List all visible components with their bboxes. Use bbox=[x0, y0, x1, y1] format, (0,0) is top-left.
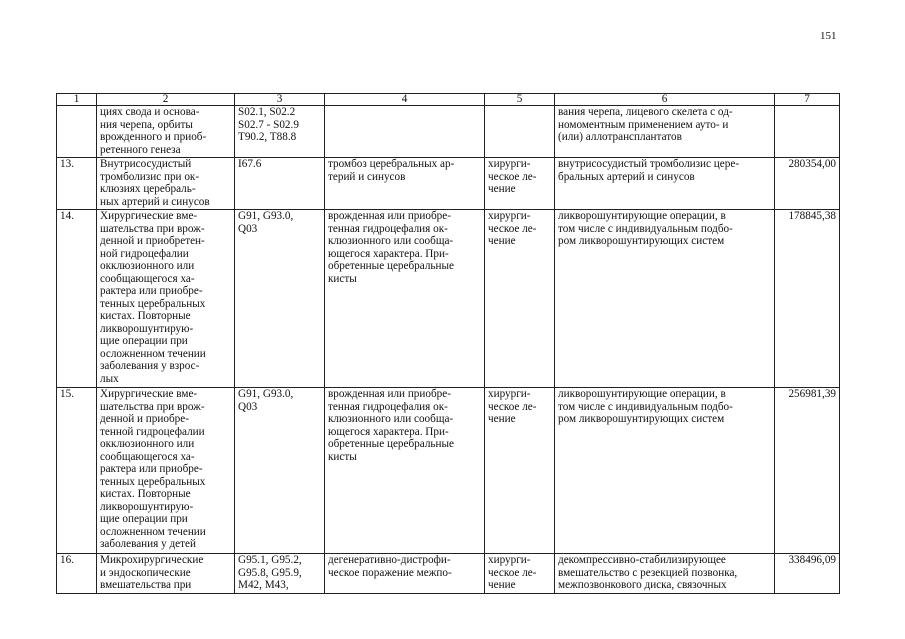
diagnosis-codes: G95.1, G95.2, G95.8, G95.9, M42, M43, bbox=[235, 554, 325, 594]
patient-model: врожденная или приобре- тенная гидроцефалия ок- клюзионного или сообща- ющегося характера. При- обретенные церебральные кисты bbox=[325, 210, 485, 388]
diagnosis-codes: G91, G93.0, Q03 bbox=[235, 388, 325, 554]
treatment-type: хирурги- ческое ле- чение bbox=[485, 210, 555, 388]
intervention-name: Внутрисосудистый тромболизис при ок- клюзиях церебраль- ных артерий и синусов bbox=[97, 158, 235, 210]
column-number-row bbox=[57, 94, 840, 106]
cost-value: 280354,00 bbox=[775, 158, 840, 210]
row-number: 15. bbox=[57, 388, 97, 554]
column-header: 2 bbox=[97, 94, 235, 106]
treatment-method: внутрисосудистый тромболизис цере- бральных артерий и синусов bbox=[555, 158, 775, 210]
treatment-method: декомпрессивно-стабилизирующее вмешательство с резекцией позвонка, межпозвонкового диска, связочных bbox=[555, 554, 775, 594]
table-row bbox=[57, 106, 840, 158]
treatment-method: ликворошунтирующие операции, в том числе с индивидуальным подбо- ром ликворошунтирующих систем bbox=[555, 210, 775, 388]
row-number bbox=[57, 106, 97, 158]
cost-value: 178845,38 bbox=[775, 210, 840, 388]
column-header: 3 bbox=[235, 94, 325, 106]
treatment-method: ликворошунтирующие операции, в том числе с индивидуальным подбо- ром ликворошунтирующих систем bbox=[555, 388, 775, 554]
table-row bbox=[57, 554, 840, 594]
intervention-name: Хирургические вме- шательства при врож- денной и приобретен- ной гидроцефалии окклюзионного или сообщающегося ха- рактера или приобре- тенных церебральных кистах. Повторные ликворошунтирую- щие операции при осложненном течении заболевания у взрос- лых bbox=[97, 210, 235, 388]
patient-model bbox=[325, 106, 485, 158]
treatment-type: хирурги- ческое ле- чение bbox=[485, 388, 555, 554]
cost-value: 256981,39 bbox=[775, 388, 840, 554]
treatment-type: хирурги- ческое ле- чение bbox=[485, 158, 555, 210]
column-header: 4 bbox=[325, 94, 485, 106]
page-number: 151 bbox=[820, 30, 837, 42]
table-row bbox=[57, 210, 840, 388]
row-number: 16. bbox=[57, 554, 97, 594]
table-row bbox=[57, 388, 840, 554]
patient-model: врожденная или приобре- тенная гидроцефалия ок- клюзионного или сообща- ющегося характера. При- обретенные церебральные кисты bbox=[325, 388, 485, 554]
intervention-name: Хирургические вме- шательства при врож- денной и приобре- тенной гидроцефалии окклюзионного или сообщающегося ха- рактера или приобре- тенных церебральных кистах. Повторные ликворошунтирую- щие операции при осложненном течении заболевания у детей bbox=[97, 388, 235, 554]
intervention-name: Микрохирургические и эндоскопические вмешательства при bbox=[97, 554, 235, 594]
table-row bbox=[57, 158, 840, 210]
column-header: 7 bbox=[775, 94, 840, 106]
column-header: 5 bbox=[485, 94, 555, 106]
row-number: 13. bbox=[57, 158, 97, 210]
row-number: 14. bbox=[57, 210, 97, 388]
intervention-name: циях свода и основа- ния черепа, орбиты врожденного и приоб- ретенного генеза bbox=[97, 106, 235, 158]
column-header: 6 bbox=[555, 94, 775, 106]
diagnosis-codes: S02.1, S02.2 S02.7 - S02.9 T90.2, T88.8 bbox=[235, 106, 325, 158]
patient-model: тромбоз церебральных ар- терий и синусов bbox=[325, 158, 485, 210]
treatment-method: вания черепа, лицевого скелета с од- номоментным применением ауто- и (или) аллотрансплантатов bbox=[555, 106, 775, 158]
diagnosis-codes: G91, G93.0, Q03 bbox=[235, 210, 325, 388]
patient-model: дегенеративно-дистрофи- ческое поражение межпо- bbox=[325, 554, 485, 594]
medical-services-table bbox=[56, 93, 840, 594]
cost-value bbox=[775, 106, 840, 158]
cost-value: 338496,09 bbox=[775, 554, 840, 594]
diagnosis-codes: I67.6 bbox=[235, 158, 325, 210]
treatment-type bbox=[485, 106, 555, 158]
column-header: 1 bbox=[57, 94, 97, 106]
treatment-type: хирурги- ческое ле- чение bbox=[485, 554, 555, 594]
